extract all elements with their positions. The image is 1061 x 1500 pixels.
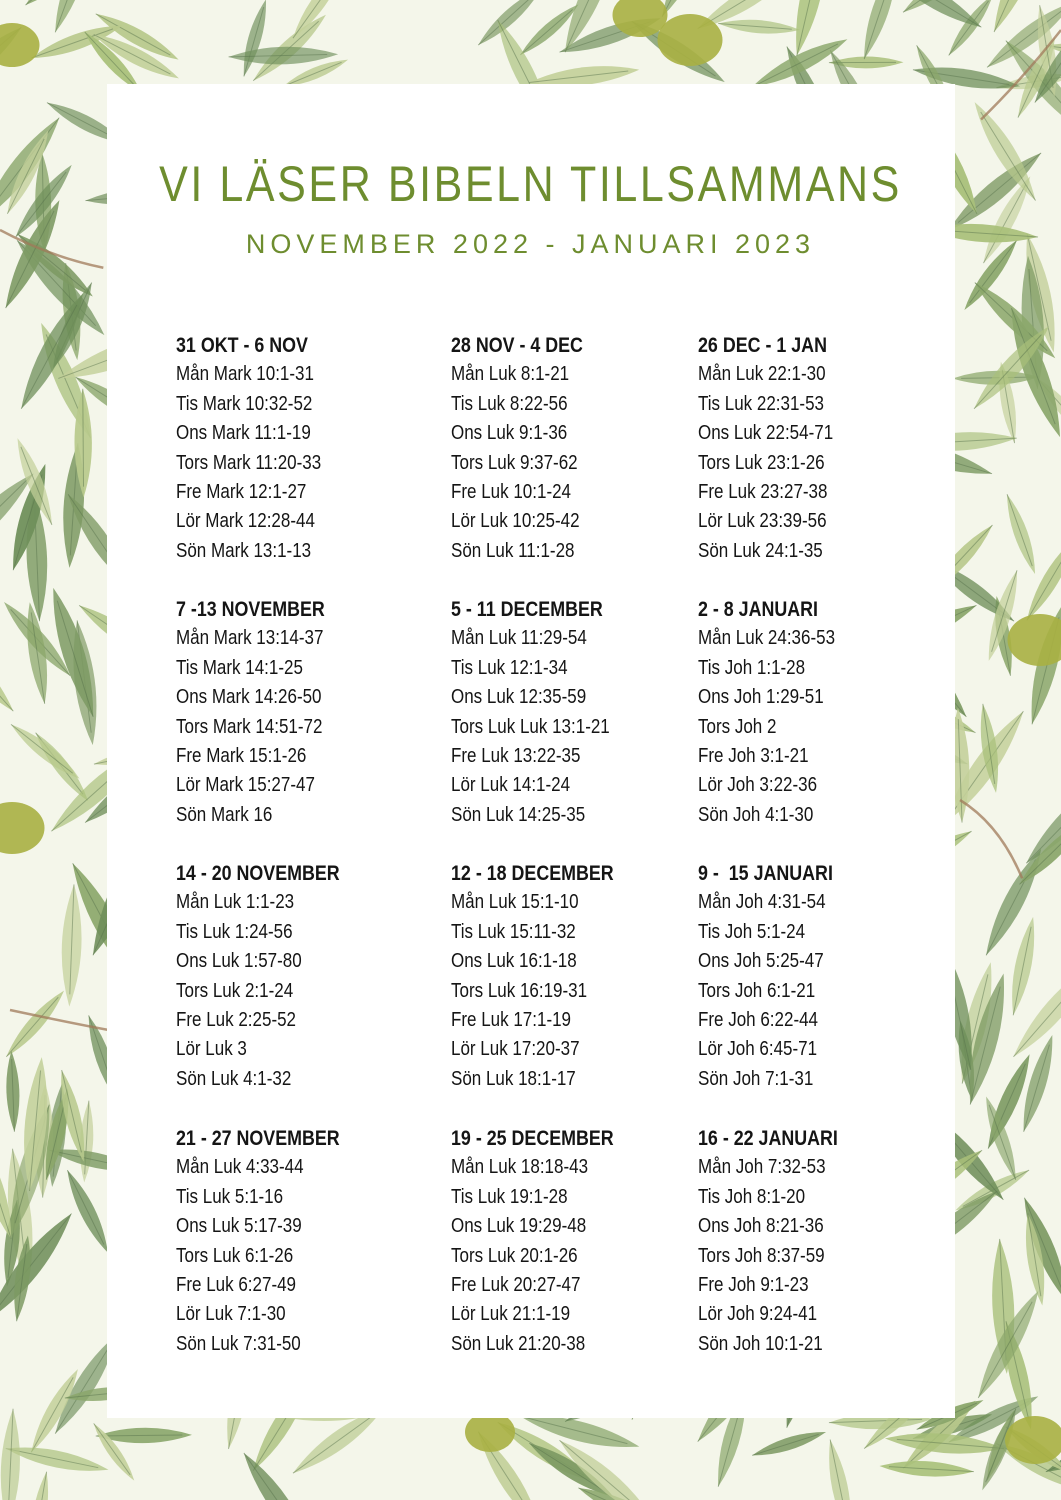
reading-tue: Tis Joh 1:1-28 <box>698 656 806 679</box>
reading-wed: Ons Mark 14:26-50 <box>176 686 322 709</box>
reading-sat: Lör Mark 12:28-44 <box>176 510 315 533</box>
reading-sat: Lör Joh 6:45-71 <box>698 1038 818 1061</box>
leaf <box>822 1438 857 1500</box>
leaf-vein <box>752 1434 818 1455</box>
leaf <box>48 0 97 35</box>
reading-mon: Mån Joh 4:31-54 <box>698 891 826 914</box>
reading-wed: Ons Luk 1:57-80 <box>176 950 302 973</box>
week-block <box>176 331 426 566</box>
week-block <box>698 331 948 566</box>
reading-mon: Mån Luk 22:1-30 <box>698 363 826 386</box>
week-title: 26 DEC - 1 JAN <box>698 334 827 357</box>
reading-fri: Fre Mark 12:1-27 <box>176 481 307 504</box>
reading-fri: Fre Luk 13:22-35 <box>451 745 581 768</box>
twig <box>960 800 1022 878</box>
reading-thu: Tors Luk 9:37-62 <box>451 451 578 474</box>
reading-tue: Tis Mark 14:1-25 <box>176 656 303 679</box>
reading-mon: Mån Luk 4:33-44 <box>176 1156 304 1179</box>
week-block <box>698 1124 948 1359</box>
reading-sun: Sön Joh 10:1-21 <box>698 1332 823 1355</box>
reading-fri: Fre Mark 15:1-26 <box>176 745 307 768</box>
reading-fri: Fre Luk 10:1-24 <box>451 481 572 504</box>
reading-thu: Tors Joh 8:37-59 <box>698 1244 825 1267</box>
reading-sun: Sön Luk 14:25-35 <box>451 803 586 826</box>
week-title: 21 - 27 NOVEMBER <box>176 1127 340 1150</box>
reading-sat: Lör Joh 9:24-41 <box>698 1303 818 1326</box>
reading-mon: Mån Joh 7:32-53 <box>698 1156 826 1179</box>
reading-tue: Tis Luk 8:22-56 <box>451 392 568 415</box>
reading-wed: Ons Luk 19:29-48 <box>451 1215 587 1238</box>
reading-fri: Fre Joh 9:1-23 <box>698 1274 809 1297</box>
reading-wed: Ons Mark 11:1-19 <box>176 422 311 445</box>
reading-thu: Tors Luk 16:19-31 <box>451 979 588 1002</box>
reading-mon: Mån Luk 24:36-53 <box>698 627 836 650</box>
reading-wed: Ons Luk 9:1-36 <box>451 422 568 445</box>
olive <box>1008 614 1061 666</box>
reading-tue: Tis Luk 19:1-28 <box>451 1185 568 1208</box>
reading-tue: Tis Luk 22:31-53 <box>698 392 824 415</box>
reading-sun: Sön Luk 18:1-17 <box>451 1067 576 1090</box>
week-block <box>176 1124 426 1359</box>
reading-tue: Tis Joh 5:1-24 <box>698 920 806 943</box>
reading-fri: Fre Luk 17:1-19 <box>451 1009 572 1032</box>
reading-mon: Mån Luk 15:1-10 <box>451 891 579 914</box>
week-title: 28 NOV - 4 DEC <box>451 334 583 357</box>
reading-sat: Lör Joh 3:22-36 <box>698 774 818 797</box>
week-block <box>176 595 426 830</box>
reading-wed: Ons Luk 5:17-39 <box>176 1215 302 1238</box>
leaf-vein <box>67 1170 104 1244</box>
reading-sat: Lör Luk 17:20-37 <box>451 1038 580 1061</box>
reading-sun: Sön Luk 21:20-38 <box>451 1332 586 1355</box>
leaf-vein <box>283 62 342 86</box>
reading-fri: Fre Luk 23:27-38 <box>698 481 828 504</box>
leaf-vein <box>6 997 58 1057</box>
reading-wed: Ons Joh 8:21-36 <box>698 1215 824 1238</box>
reading-tue: Tis Mark 10:32-52 <box>176 392 313 415</box>
leaf-vein <box>752 44 838 87</box>
reading-thu: Tors Luk 6:1-26 <box>176 1244 294 1267</box>
olive <box>0 802 45 854</box>
week-title: 31 OKT - 6 NOV <box>176 334 308 357</box>
reading-fri: Fre Luk 6:27-49 <box>176 1274 297 1297</box>
week-block <box>698 859 948 1094</box>
leaf-vein <box>293 1414 375 1473</box>
reading-tue: Tis Luk 5:1-16 <box>176 1185 284 1208</box>
week-block <box>451 1124 701 1359</box>
week-block <box>451 859 701 1094</box>
reading-wed: Ons Luk 22:54-71 <box>698 422 834 445</box>
week-block <box>451 595 701 830</box>
reading-sat: Lör Luk 14:1-24 <box>451 774 571 797</box>
reading-mon: Mån Luk 1:1-23 <box>176 891 295 914</box>
week-title: 19 - 25 DECEMBER <box>451 1127 614 1150</box>
week-title: 9 - 15 JANUARI <box>698 862 833 885</box>
reading-wed: Ons Luk 16:1-18 <box>451 950 577 973</box>
page-subtitle: NOVEMBER 2022 - JANUARI 2023 <box>245 229 816 259</box>
olive <box>465 1412 515 1452</box>
reading-sun: Sön Mark 16 <box>176 803 273 826</box>
reading-wed: Ons Joh 1:29-51 <box>698 686 824 709</box>
week-title: 16 - 22 JANUARI <box>698 1127 838 1150</box>
week-title: 5 - 11 DECEMBER <box>451 598 603 621</box>
week-block <box>698 595 948 830</box>
reading-sun: Sön Luk 24:1-35 <box>698 539 823 562</box>
reading-wed: Ons Luk 12:35-59 <box>451 686 587 709</box>
page-title: VI LÄSER BIBELN TILLSAMMANS <box>159 156 902 212</box>
reading-sat: Lör Mark 15:27-47 <box>176 774 315 797</box>
reading-sun: Sön Luk 11:1-28 <box>451 539 575 562</box>
reading-sun: Sön Mark 13:1-13 <box>176 539 312 562</box>
reading-fri: Fre Joh 6:22-44 <box>698 1009 819 1032</box>
reading-sat: Lör Luk 3 <box>176 1038 247 1061</box>
reading-fri: Fre Joh 3:1-21 <box>698 745 809 768</box>
reading-thu: Tors Joh 6:1-21 <box>698 979 816 1002</box>
reading-fri: Fre Luk 2:25-52 <box>176 1009 297 1032</box>
reading-fri: Fre Luk 20:27-47 <box>451 1274 581 1297</box>
reading-sun: Sön Joh 4:1-30 <box>698 803 814 826</box>
reading-mon: Mån Luk 8:1-21 <box>451 363 570 386</box>
week-title: 12 - 18 DECEMBER <box>451 862 614 885</box>
reading-tue: Tis Luk 1:24-56 <box>176 920 293 943</box>
olive <box>0 23 40 67</box>
reading-tue: Tis Luk 12:1-34 <box>451 656 568 679</box>
week-title: 14 - 20 NOVEMBER <box>176 862 340 885</box>
reading-thu: Tors Mark 11:20-33 <box>176 451 322 474</box>
week-title: 2 - 8 JANUARI <box>698 598 819 621</box>
reading-thu: Tors Luk 23:1-26 <box>698 451 825 474</box>
leaf-vein <box>11 724 73 773</box>
reading-sat: Lör Luk 10:25-42 <box>451 510 580 533</box>
leaf-vein <box>244 7 264 76</box>
week-block <box>451 331 701 566</box>
week-title: 7 -13 NOVEMBER <box>176 598 325 621</box>
reading-thu: Tors Luk 2:1-24 <box>176 979 294 1002</box>
reading-mon: Mån Luk 18:18-43 <box>451 1156 589 1179</box>
reading-thu: Tors Joh 2 <box>698 715 777 738</box>
reading-mon: Mån Luk 11:29-54 <box>451 627 587 650</box>
reading-thu: Tors Mark 14:51-72 <box>176 715 323 738</box>
reading-sun: Sön Luk 4:1-32 <box>176 1067 292 1090</box>
reading-sat: Lör Luk 7:1-30 <box>176 1303 286 1326</box>
reading-mon: Mån Mark 10:1-31 <box>176 363 314 386</box>
leaf <box>18 0 137 14</box>
reading-tue: Tis Luk 15:11-32 <box>451 920 576 943</box>
reading-sat: Lör Luk 21:1-19 <box>451 1303 571 1326</box>
week-block <box>176 859 426 1094</box>
reading-wed: Ons Joh 5:25-47 <box>698 950 824 973</box>
reading-sat: Lör Luk 23:39-56 <box>698 510 827 533</box>
reading-tue: Tis Joh 8:1-20 <box>698 1185 806 1208</box>
olive <box>658 14 723 66</box>
leaf <box>0 624 20 717</box>
reading-mon: Mån Mark 13:14-37 <box>176 627 324 650</box>
leaf-vein <box>1007 494 1032 566</box>
leaf-vein <box>520 9 572 54</box>
leaf <box>27 1471 53 1500</box>
reading-sun: Sön Joh 7:1-31 <box>698 1067 814 1090</box>
reading-thu: Tors Luk 20:1-26 <box>451 1244 578 1267</box>
reading-sun: Sön Luk 7:31-50 <box>176 1332 301 1355</box>
reading-thu: Tors Luk Luk 13:1-21 <box>451 715 610 738</box>
